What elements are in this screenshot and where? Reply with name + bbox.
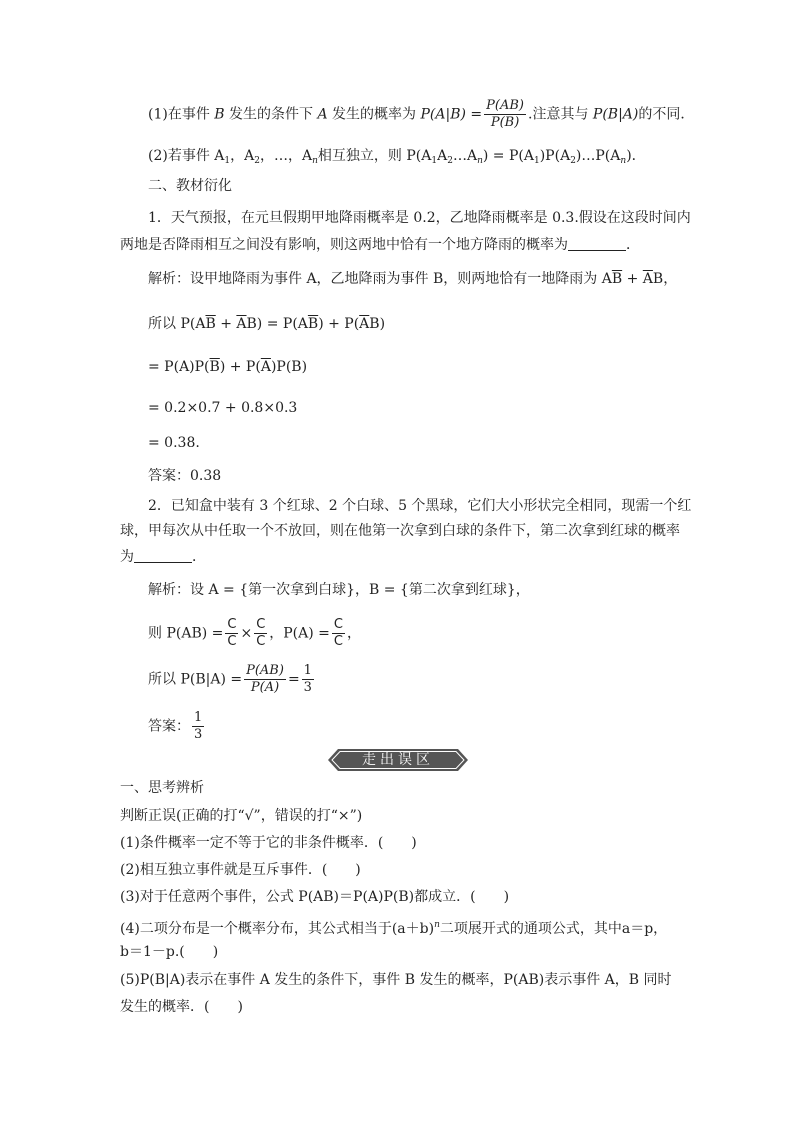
complement: $\overline{A}$ xyxy=(359,316,370,332)
statement-2: (2)相互独立事件就是互斥事件．( ) xyxy=(120,862,361,878)
text: B) xyxy=(369,316,386,332)
text: 发生的条件下 xyxy=(224,106,318,123)
fraction-numerator: C xyxy=(227,617,237,632)
text: ) = P(A xyxy=(482,148,534,164)
text: 答案： xyxy=(148,718,190,735)
text: 所以 P(B|A) = xyxy=(148,671,243,688)
question-1-step-2 xyxy=(148,314,794,334)
complement: $\overline{A}$ xyxy=(236,316,247,332)
subscript: 1 xyxy=(431,156,438,166)
text: 二项展开式的通项公式，其中a＝p， xyxy=(439,921,668,937)
text: + xyxy=(622,271,643,287)
question-1-solution xyxy=(148,269,794,289)
answer-blank xyxy=(568,236,626,251)
fraction xyxy=(254,617,267,650)
fraction-numerator: P(AB) xyxy=(246,663,284,678)
fraction-denominator: P(A) xyxy=(250,680,280,695)
statement-5-cont: 发生的概率．( ) xyxy=(120,999,243,1015)
text: )P(B) xyxy=(270,359,308,375)
fraction xyxy=(244,663,286,696)
fraction-denominator: 3 xyxy=(194,727,203,742)
question-1-step-5: = 0.38. xyxy=(148,435,200,451)
text: = P(A)P( xyxy=(148,359,210,375)
question-1-step-3 xyxy=(148,357,794,377)
text: …A xyxy=(452,148,478,164)
fraction-denominator: C xyxy=(256,634,266,649)
text: 的不同． xyxy=(638,106,695,123)
statement-4-cont: b＝1－p.( ) xyxy=(120,944,219,960)
text: 相互独立，则 P(A xyxy=(317,148,432,164)
statement-5: (5)P(B|A)表示在事件 A 发生的条件下，事件 B 发生的概率，P(AB)表示事件 A，B 同时 xyxy=(120,972,672,988)
text: )…P(A xyxy=(575,148,621,164)
text: )． xyxy=(626,148,646,164)
subscript: 2 xyxy=(570,156,576,166)
text: .注意其与 xyxy=(528,106,593,123)
text: A xyxy=(317,106,328,123)
text: ，A xyxy=(230,148,255,164)
complement: $\overline{A}$ xyxy=(642,271,653,287)
answer-blank xyxy=(134,548,192,563)
text: (1)在事件 xyxy=(148,106,215,123)
fraction-denominator: P(B) xyxy=(490,115,520,130)
fraction xyxy=(192,710,204,743)
question-1-step-4: = 0.2×0.7 + 0.8×0.3 xyxy=(148,400,298,416)
section-heading: 二、教材衍化 xyxy=(148,178,232,194)
text: )P(A xyxy=(539,148,571,164)
text: ，…，A xyxy=(260,148,313,164)
text: × xyxy=(240,625,253,642)
text: (2)若事件 A xyxy=(148,148,225,164)
text: + xyxy=(215,316,237,332)
instruction: 判断正误(正确的打“√”，错误的打“×”) xyxy=(120,808,363,824)
subscript: 1 xyxy=(533,156,540,166)
fraction-numerator: C xyxy=(256,617,266,632)
text: 为 xyxy=(120,549,134,565)
text: ． xyxy=(626,237,640,253)
complement: $\overline{B}$ xyxy=(611,271,623,287)
subscript: n xyxy=(477,156,483,166)
complement: $\overline{A}$ xyxy=(260,359,271,375)
question-1-line-2 xyxy=(120,235,794,255)
text: B， xyxy=(652,271,678,287)
text: ) + P( xyxy=(318,316,360,332)
text: B) = P(A xyxy=(246,316,308,332)
superscript: n xyxy=(434,920,440,930)
question-1-line-1: 1．天气预报，在元旦假期甲地降雨概率是 0.2，乙地降雨概率是 0.3.假设在这段时间内 xyxy=(148,210,691,226)
subscript: 2 xyxy=(254,156,260,166)
statement-1: (1)条件概率一定不等于它的非条件概率．( ) xyxy=(120,835,417,851)
fraction-numerator: P(AB) xyxy=(486,98,524,113)
text: ， xyxy=(346,625,361,642)
section-banner xyxy=(328,749,468,771)
question-2-step-2 xyxy=(148,617,794,650)
text: (4)二项分布是一个概率分布，其公式相当于(a＋b) xyxy=(120,921,435,937)
question-2-answer xyxy=(148,710,794,743)
text: B xyxy=(214,106,225,123)
subscript: n xyxy=(312,156,318,166)
text: P(B|A) xyxy=(592,106,639,123)
question-2-solution: 解析：设 A = {第一次拿到白球}，B = {第二次拿到红球}， xyxy=(148,582,530,598)
complement: $\overline{B}$ xyxy=(209,359,220,375)
fraction-numerator: C xyxy=(333,617,343,632)
fraction xyxy=(302,663,314,696)
banner-label: 走出误区 xyxy=(362,752,434,768)
text: 解析：设甲地降雨为事件 A，乙地降雨为事件 B，则两地恰有一地降雨为 A xyxy=(148,271,612,287)
complement: $\overline{B}$ xyxy=(205,316,216,332)
text: ． xyxy=(192,549,206,565)
fraction-numerator: 1 xyxy=(194,710,203,725)
text: ，P(A) = xyxy=(269,625,330,642)
subscript: n xyxy=(620,156,627,166)
section-heading: 一、思考辨析 xyxy=(120,780,204,796)
prop-2 xyxy=(148,146,794,171)
text: 所以 P(A xyxy=(148,316,206,332)
fraction xyxy=(332,617,345,650)
text: ) + P( xyxy=(219,359,261,375)
text: 两地是否降雨相互之间没有影响，则这两地中恰有一个地方降雨的概率为 xyxy=(120,237,568,253)
statement-4 xyxy=(120,915,794,939)
question-2-line-3 xyxy=(120,547,794,567)
question-2-line-1: 2．已知盒中装有 3 个红球、2 个白球、5 个黑球，它们大小形状完全相同，现需一个红 xyxy=(148,498,692,514)
fraction-denominator: C xyxy=(333,634,343,649)
fraction-numerator: 1 xyxy=(303,663,312,678)
formula-lhs: P(A|B) = xyxy=(420,106,483,123)
complement: $\overline{B}$ xyxy=(307,316,319,332)
fraction-denominator: 3 xyxy=(303,680,312,695)
question-1-answer: 答案：0.38 xyxy=(148,468,222,484)
fraction xyxy=(484,98,526,131)
question-2-step-3 xyxy=(148,663,794,696)
subscript: 2 xyxy=(447,156,453,166)
subscript: 1 xyxy=(224,156,231,166)
text: 发生的概率为 xyxy=(327,106,421,123)
text: A xyxy=(437,148,448,164)
statement-3: (3)对于任意两个事件，公式 P(AB)＝P(A)P(B)都成立．( ) xyxy=(120,889,510,905)
question-2-line-2: 球，甲每次从中任取一个不放回，则在他第一次拿到白球的条件下，第二次拿到红球的概率 xyxy=(120,523,680,539)
text: 则 P(AB) = xyxy=(148,625,224,642)
fraction xyxy=(225,617,238,650)
fraction-denominator: C xyxy=(227,634,237,649)
text: = xyxy=(287,671,300,688)
prop-1 xyxy=(148,98,794,131)
